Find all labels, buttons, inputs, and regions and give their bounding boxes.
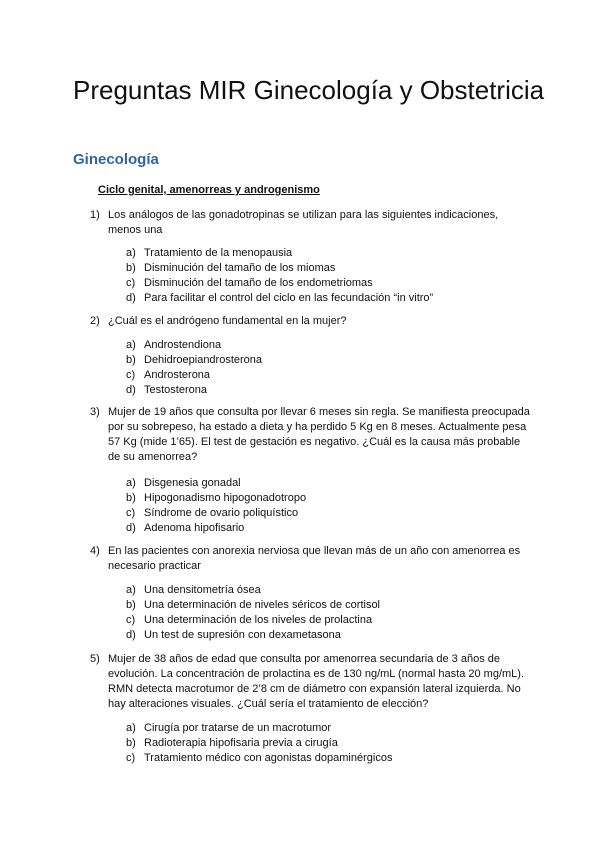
question-5 <box>90 652 530 712</box>
subsection-heading: Ciclo genital, amenorreas y androgenismo <box>98 184 320 196</box>
option-text: Síndrome de ovario poliquístico <box>144 507 299 519</box>
option-item <box>126 338 546 353</box>
option-letter: b) <box>126 492 136 504</box>
option-letter: d) <box>126 384 136 396</box>
page-title: Preguntas MIR Ginecología y Obstetricia <box>73 75 545 105</box>
option-letter: d) <box>126 522 136 534</box>
option-letter: d) <box>126 629 136 641</box>
option-text: Adenoma hipofisario <box>144 522 245 534</box>
option-letter: a) <box>126 339 136 351</box>
section-heading: Ginecología <box>73 151 159 168</box>
question-text: En las pacientes con anorexia nerviosa que llevan más de un año con amenorrea es necesario practicar <box>108 545 521 572</box>
option-letter: c) <box>126 369 136 381</box>
option-letter: b) <box>126 737 136 749</box>
option-item <box>126 276 546 291</box>
option-text: Una determinación de niveles séricos de cortisol <box>144 599 381 611</box>
question-3 <box>90 405 530 465</box>
option-text: Un test de supresión con dexametasona <box>144 629 341 641</box>
question-text: ¿Cuál es el andrógeno fundamental en la mujer? <box>108 315 347 327</box>
option-letter: c) <box>126 614 136 626</box>
option-letter: a) <box>126 247 136 259</box>
question-1 <box>90 208 530 238</box>
option-item <box>126 291 546 306</box>
question-number: 5) <box>90 653 100 665</box>
option-item <box>126 491 546 506</box>
option-text: Disminución del tamaño de los endometriomas <box>144 277 373 289</box>
option-letter: b) <box>126 599 136 611</box>
option-letter: c) <box>126 507 136 519</box>
option-letter: b) <box>126 354 136 366</box>
option-text: Una densitometría ósea <box>144 584 261 596</box>
option-text: Disminución del tamaño de los miomas <box>144 262 336 274</box>
option-item <box>126 751 546 766</box>
option-text: Radioterapia hipofisaria previa a cirugía <box>144 737 338 749</box>
question-text: Mujer de 38 años de edad que consulta por amenorrea secundaria de 3 años de evolución. La concentración de prolactina es de 130 ng/mL (normal hasta 20 mg/mL). RMN detecta macrotumor de 2’8 cm de diámetro con expansión lateral izquierda. No hay alteraciones visuales. ¿Cuál sería el tratamiento de elección? <box>108 653 524 710</box>
option-text: Androstendiona <box>144 339 222 351</box>
option-item <box>126 598 546 613</box>
option-letter: a) <box>126 584 136 596</box>
option-letter: a) <box>126 722 136 734</box>
option-item <box>126 721 546 736</box>
option-item <box>126 383 546 398</box>
option-letter: b) <box>126 262 136 274</box>
option-text: Una determinación de los niveles de prolactina <box>144 614 373 626</box>
option-text: Hipogonadismo hipogonadotropo <box>144 492 307 504</box>
option-text: Tratamiento médico con agonistas dopaminérgicos <box>144 752 393 764</box>
option-text: Cirugía por tratarse de un macrotumor <box>144 722 332 734</box>
option-letter: d) <box>126 292 136 304</box>
option-item <box>126 736 546 751</box>
option-text: Para facilitar el control del ciclo en las fecundación “in vitro” <box>144 292 434 304</box>
option-item <box>126 353 546 368</box>
options-list <box>126 476 546 536</box>
option-item <box>126 476 546 491</box>
option-text: Tratamiento de la menopausia <box>144 247 293 259</box>
option-text: Androsterona <box>144 369 211 381</box>
options-list <box>126 246 546 306</box>
options-list <box>126 338 546 398</box>
options-list <box>126 583 546 643</box>
option-item <box>126 246 546 261</box>
option-text: Disgenesia gonadal <box>144 477 241 489</box>
option-item <box>126 261 546 276</box>
question-number: 1) <box>90 209 100 221</box>
question-number: 3) <box>90 406 100 418</box>
question-4 <box>90 544 530 574</box>
option-letter: c) <box>126 277 136 289</box>
option-item <box>126 521 546 536</box>
question-text: Los análogos de las gonadotropinas se utilizan para las siguientes indicaciones, menos una <box>108 209 499 236</box>
option-text: Testosterona <box>144 384 207 396</box>
option-item <box>126 368 546 383</box>
question-text: Mujer de 19 años que consulta por llevar 6 meses sin regla. Se manifiesta preocupada por su sobrepeso, ha estado a dieta y ha perdido 5 Kg en 8 meses. Actualmente pesa 57 Kg (mide 1’65). El test de gestación es negativo. ¿Cuál es la causa más probable de su amenorrea? <box>108 406 530 463</box>
option-item <box>126 613 546 628</box>
options-list <box>126 721 546 766</box>
option-item <box>126 583 546 598</box>
question-number: 2) <box>90 315 100 327</box>
question-2 <box>90 314 530 329</box>
option-letter: a) <box>126 477 136 489</box>
option-item <box>126 628 546 643</box>
option-text: Dehidroepiandrosterona <box>144 354 263 366</box>
question-number: 4) <box>90 545 100 557</box>
option-item <box>126 506 546 521</box>
option-letter: c) <box>126 752 136 764</box>
